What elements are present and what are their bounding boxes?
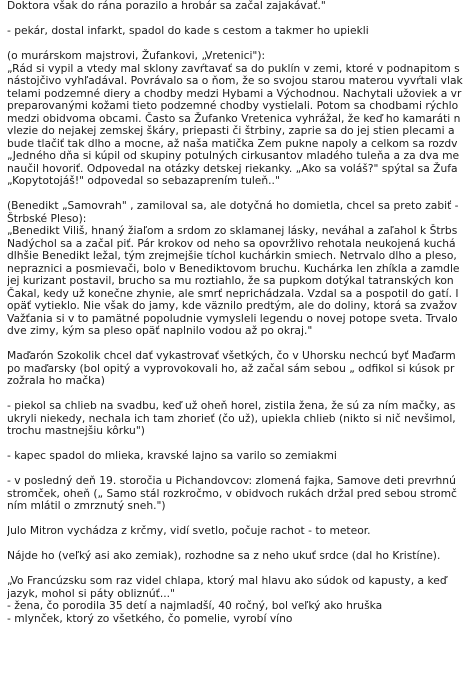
text-line: stromček, oheň („ Samo stál rozkročmo, v obidvoch rukách držal pred sebou stromč — [7, 486, 457, 500]
text-line: Julo Mitron vychádza z krčmy, vidí svetlo, počuje rachot - to meteor. — [7, 524, 371, 537]
text-line: opäť vytieklo. Nie však do jamy, kde väznilo predtým, ale do doliny, ktorá sa zvažov — [7, 299, 458, 312]
text-block — [7, 550, 473, 563]
text-line: (Benedikt „Samovrah" , zamiloval sa, ale dotyčná ho domietla, chcel sa preto zabiť - — [7, 199, 459, 212]
text-line: „Rád si vypil a vtedy mal sklony zavŕtavať sa do puklín v zemi, ktoré v podnapitom s — [7, 61, 460, 75]
text-line: jej kurizant postavil, brucho sa mu roztiahlo, že sa pupkom dotýkal tatranských kon — [7, 274, 454, 287]
text-block — [7, 400, 473, 438]
text-line: Važťania si v to pamätné popoludnie vymysleli legendu o novej potope sveta. Trvalo — [7, 311, 458, 325]
text-block — [7, 200, 473, 338]
text-block — [7, 0, 473, 13]
text-line: „Kopytotojáš!" odpovedal so sebazaprením tuleň.." — [7, 174, 280, 187]
text-block — [7, 25, 473, 38]
text-line: ním mlátil o zmrznutý sneh.") — [7, 499, 166, 512]
text-line: jazyk, mohol si páty obliznúť..." — [7, 586, 175, 600]
text-line: trochu mastnejšiu kôrku") — [7, 424, 145, 437]
text-line: telami podzemné diery a chodby medzi Hybami a Východnou. Nachytali užoviek a vr — [7, 86, 462, 100]
text-block — [7, 350, 473, 388]
text-block — [7, 50, 473, 188]
text-line: Doktora však do rána porazilo a hrobár sa začal zajakávať." — [7, 0, 326, 12]
text-block — [7, 450, 473, 463]
document-page — [7, 0, 473, 691]
text-line: zožrala ho mačka) — [7, 374, 105, 387]
text-line: Štrbské Pleso): — [7, 211, 87, 225]
text-line: Nadýchol sa a začal piť. Pár krokov od neho sa opovržlivo rehotala neukojená kuchá — [7, 236, 456, 250]
text-line: ukryli niekedy, nechala ich tam zhorieť (čo už), upiekla chlieb (nikto si nič nevšimol, — [7, 411, 456, 425]
text-line: nepraznici a posmievači, bolo v Benediktovom bruchu. Kuchárka len zhíkla a zamdle — [7, 261, 460, 275]
text-line: Nájde ho (veľký asi ako zemiak), rozhodne sa z neho ukuť srdce (dal ho Kristíne). — [7, 549, 441, 562]
text-line: dlhšie Benedikt ležal, tým zrejmejšie tíchol kuchárkin smiech. Netrvalo dlho a pleso, — [7, 249, 457, 262]
text-line: preparovanými kožami tieto podzemné chodby vystielali. Potom sa chodbami rýchlo — [7, 99, 459, 112]
text-line: - piekol sa chlieb na svadbu, keď už oheň horel, zistila žena, že sú za ním mačky, as — [7, 399, 456, 412]
text-line: - kapec spadol do mlieka, kravské lajno sa varilo so zemiakmi — [7, 449, 337, 462]
text-line: - mlynček, ktorý zo všetkého, čo pomelie, vyrobí víno — [7, 611, 293, 625]
text-block — [7, 525, 473, 538]
text-line: Maďarón Szokolik chcel dať vykastrovať všetkých, čo v Uhorsku nechcú byť Maďarm — [7, 349, 456, 362]
text-line: Čakal, kedy už konečne zhynie, ale smrť neprichádzala. Vzdal sa a pospotil do gatí. I — [7, 286, 459, 300]
text-line: po maďarsky (bol opitý a vyprovokovali ho, až začal sám sebou „ odfikol si kúsok pr — [7, 361, 455, 375]
text-block — [7, 575, 473, 625]
text-line: naučil hovoriť. Odpovedal na otázky detskej riekanky. „Ako sa voláš?" spýtal sa Žufa — [7, 161, 458, 175]
text-line: - pekár, dostal infarkt, spadol do kade s cestom a takmer ho upiekli — [7, 24, 369, 37]
text-line: bude tlačiť tak dlho a mocne, až naša matička Zem pukne napoly a celkom sa rozdv — [7, 136, 458, 150]
text-line: vlezie do nejakej zemskej škáry, priepasti či štrbiny, zaprie sa do jej stien plecami a — [7, 124, 455, 137]
text-line: medzi obidvoma obcami. Často sa Žufanko Vretenica vyhrážal, že keď ho kamaráti n — [7, 111, 461, 125]
text-line: „Benedikt Viliš, hnaný žiaľom a srdom zo sklamanej lásky, neváhal a zaľahol k Štrbs — [7, 224, 458, 237]
text-line: (o murárskom majstrovi, Žufankovi, „Vretenici"): — [7, 49, 266, 62]
text-line: „Jedného dňa si kúpil od skupiny potulných cirkusantov mladého tuleňa a za dva me — [7, 149, 460, 162]
text-block — [7, 475, 473, 513]
text-line: nástojčivo vyhľadával. Povrávalo sa o ňom, že so svojou starou materou vyvŕtali vlak — [7, 74, 463, 87]
text-line: - žena, čo porodila 35 detí a najmladší, 40 ročný, bol veľký ako hruška — [7, 599, 383, 612]
text-line: - v posledný deň 19. storočia u Pichandovcov: zlomená fajka, Samove deti prevrhnú — [7, 474, 456, 487]
text-line: dve zimy, kým sa pleso opäť naplnilo vodou až po okraj." — [7, 324, 313, 337]
text-line: „Vo Francúzsku som raz videl chlapa, ktorý mal hlavu ako súdok od kapusty, a keď — [7, 574, 447, 587]
